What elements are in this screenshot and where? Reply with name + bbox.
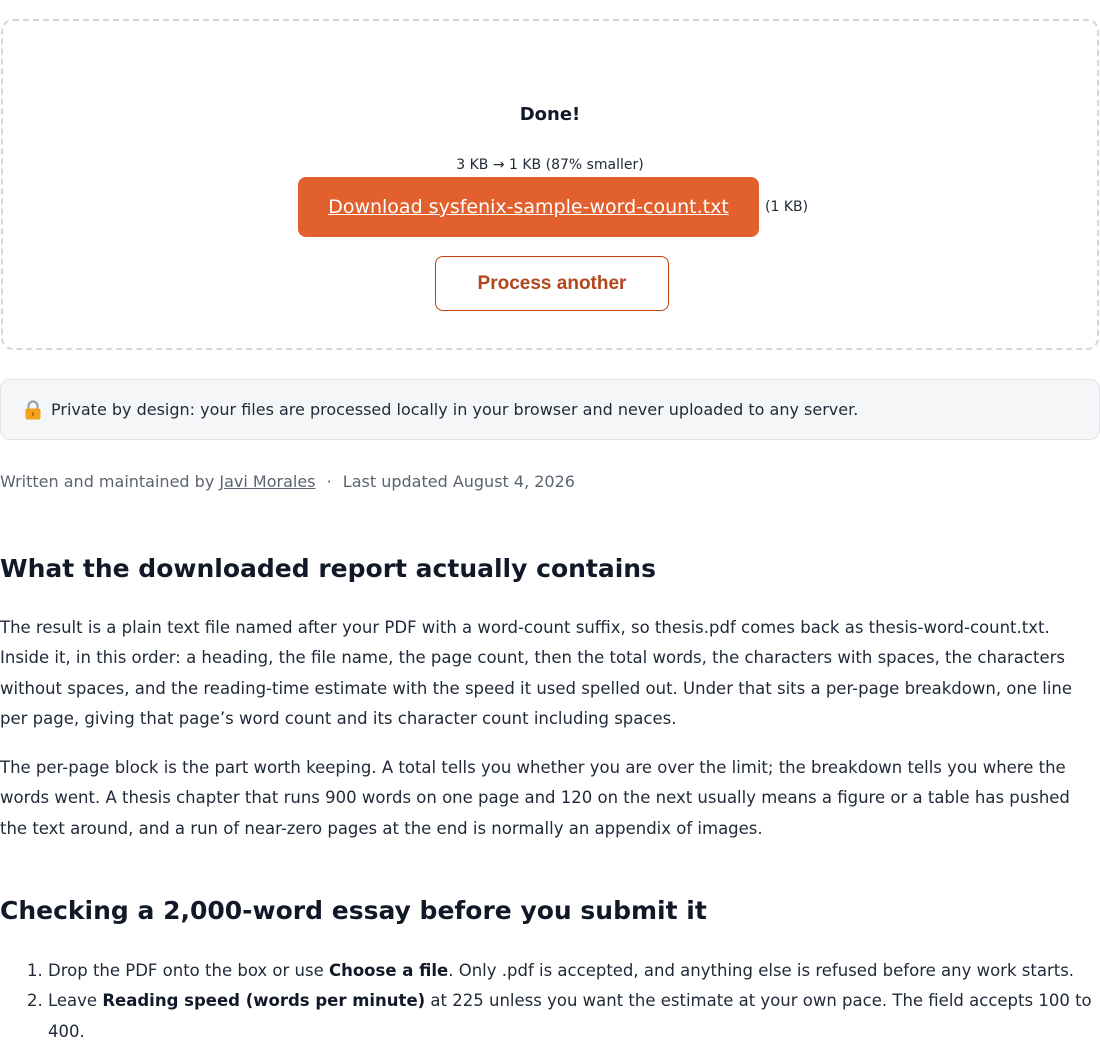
step-number: 2. (27, 991, 43, 1011)
list-item (27, 956, 1093, 986)
lock-icon (24, 400, 42, 420)
step-text: . Only .pdf is accepted, and anything else is refused before any work starts. (448, 961, 1075, 980)
report-section-heading: What the downloaded report actually contains (0, 554, 656, 583)
report-paragraph-2: The per-page block is the part worth keeping. A total tells you whether you are over the limit; the breakdown tells you where the words went. A thesis chapter that runs 900 words on one page and 120 on the next usually means a figure or a table has pushed the text around, and a run of near-zero pages at the end is normally an appendix of images. (0, 758, 1070, 838)
last-updated: Last updated August 4, 2026 (342, 472, 575, 491)
step-bold-label: Choose a file (328, 961, 449, 980)
download-button[interactable] (298, 177, 759, 237)
size-reduction-stats: 3 KB → 1 KB (87% smaller) (456, 157, 644, 173)
step-text: Leave (48, 991, 103, 1011)
process-another-button[interactable]: Process another (435, 256, 669, 311)
checking-section-heading: Checking a 2,000-word essay before you submit it (0, 896, 707, 925)
step-number: 1. (27, 961, 43, 980)
steps-list (27, 956, 1093, 1047)
step-text: at 225 unless you want the estimate at your own pace. The field accepts 100 to 400. (48, 991, 1092, 1041)
result-panel (1, 19, 1099, 350)
download-button-label: Download sysfenix-sample-word-count.txt (328, 196, 729, 218)
privacy-notice (0, 379, 1100, 440)
download-row (298, 177, 808, 237)
report-paragraph-1: The result is a plain text file named after your PDF with a word-count suffix, so thesis.pdf comes back as thesis-word-count.txt. Inside it, in this order: a heading, the file name, the page count, then the total words, the characters with spaces, the characters without spaces, and the reading-time estimate with the speed it used spelled out. Under that sits a per-page breakdown, one line per page, giving that page’s word count and its character count including spaces. (0, 618, 1073, 728)
step-bold-label: Reading speed (words per minute) (102, 991, 426, 1011)
byline (0, 472, 575, 491)
privacy-text: Private by design: your files are processed locally in your browser and never uploaded to any server. (51, 400, 859, 419)
list-item (27, 986, 1093, 1047)
step-text: Drop the PDF onto the box or use (48, 961, 329, 980)
result-title: Done! (519, 104, 581, 125)
author-link[interactable]: Javi Morales (219, 472, 316, 491)
byline-prefix: Written and maintained by (0, 472, 215, 491)
download-file-size: (1 KB) (765, 199, 809, 215)
byline-separator: · (326, 472, 332, 491)
